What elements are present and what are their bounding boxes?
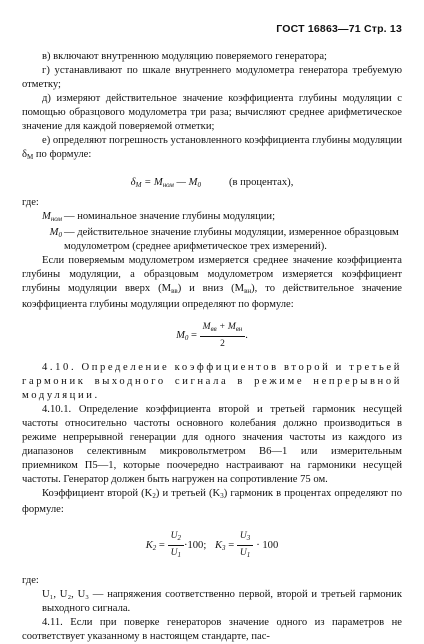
paragraph-k: Коэффициент второй $(K_2)$ и третьей $(K_3)$ гармоник в процентах определяют по формуле:: [22, 488, 403, 515]
item-g: г) устанавливают по шкале внутреннего модулометра генератора требуемую отметку;: [22, 65, 402, 90]
page-header: ГОСТ 16863—71 Стр. 13: [276, 23, 402, 35]
item-v: в) включают внутреннюю модуляцию поверяемого генератора;: [42, 51, 327, 62]
formula-mean: $M_0$ = $\frac{M_{вв} + M_{вн}}{2}$ .: [176, 322, 248, 349]
where-label-1: где:: [22, 197, 39, 208]
definition-row: $M_{ном}$ — номинальное значение глубины модуляции;: [42, 211, 276, 223]
section-4-10-1: 4.10.1. Определение коэффициента второй и третьей гармоник несущей частоты относительно частоты основного колебания должно производиться в режиме непрерывной генерации для одного значения частоты из каждого из диапазонов селективным микровольтметром В6—1 или измерительным приемником П5—1, которые поочередно настраивают на гармоники несущей частоты. Генератор должен быть нагружен на сопротивление 75 ом.: [22, 404, 402, 485]
fraction: $\frac{M_{вв} + M_{вн}}{2}$: [200, 320, 246, 351]
document-body: [22, 50, 402, 644]
paragraph-if: Если поверяемым модулометром измеряется среднее значение коэффициента глубины модуляции, а образцовым модулометром измеряется коэффициент глубины модуляции вверх $(M_{вв})$ и вниз $(M_{вн})$, то действительное значение коэффициента глубины модуляции определяют по формуле:: [22, 255, 402, 310]
item-d: д) измеряют действительное значение коэффициента глубины модуляции с помощью образцового модулометра три раза; вычисляют среднее арифметическое значение для каждой поверяемой отметки;: [22, 93, 402, 132]
definitions-1: [42, 210, 402, 254]
section-4-10: 4.10. Определение коэффициентов второй и третьей гармоник выходного сигнала в режиме непрерывной модуляции.: [22, 362, 402, 401]
formula-error: $\delta_М = M_{ном}$ — $M_0$ (в процентах),: [130, 177, 294, 189]
where-label-2: где:: [22, 575, 39, 586]
item-e: е) определяют погрешность установленного коэффициента глубины модуляции $\delta_М$ по формуле:: [22, 135, 402, 161]
definition-row: $M_0$ — действительное значение глубины модуляции, измеренное образцовым модулометром (среднее арифметическое трех измерений).: [49, 227, 399, 252]
section-4-11: 4.11. Если при поверке генераторов значение одного из параметров не соответствует указанному в настоящем стандарте, пас-: [22, 617, 402, 642]
formula-harmonics: $K_2$ = $\frac{U_2}{U_1}$ ·100; $K_3$ = $\frac{U_3}{U_1}$ · 100: [145, 531, 279, 559]
definitions-2: U₁, U₂, U₃ — напряжения соответственно первой, второй и третьей гармоник выходного сигнала.: [42, 589, 402, 614]
